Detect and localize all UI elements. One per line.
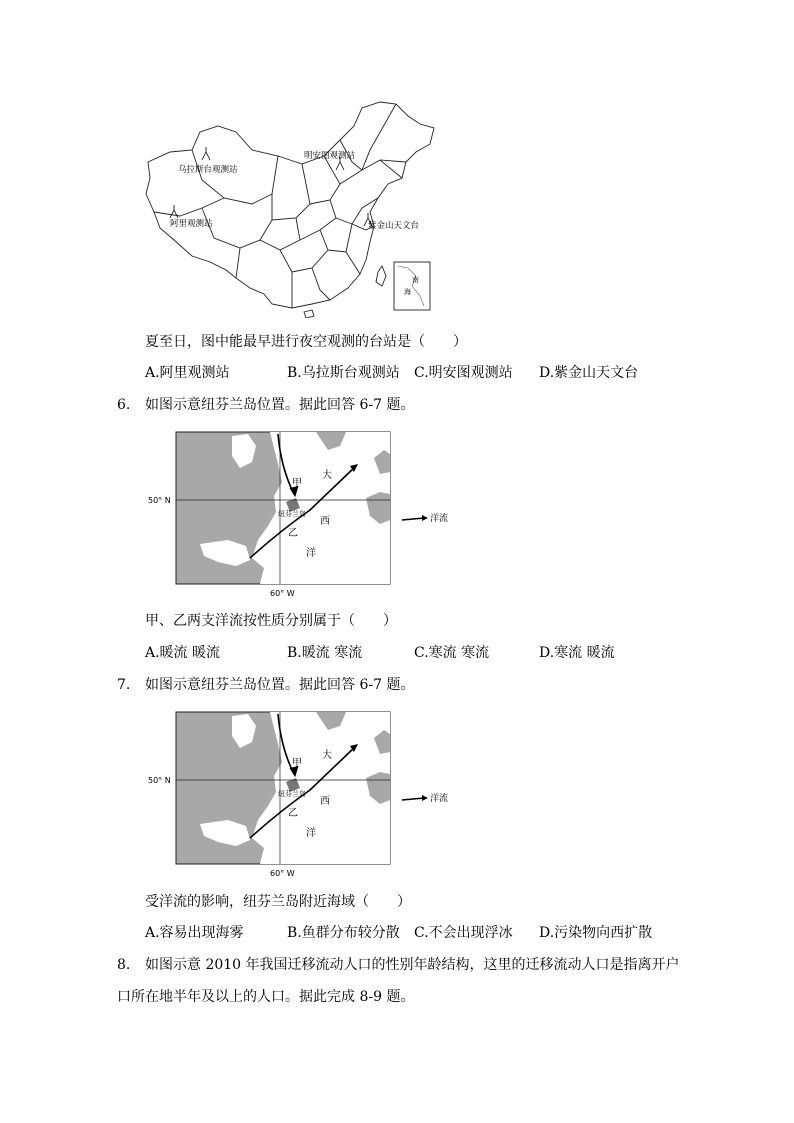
lon-label-60w: 60° W bbox=[270, 869, 295, 878]
q5-option-c[interactable]: C.明安图观测站 bbox=[414, 365, 513, 381]
lon-label-60w: 60° W bbox=[270, 589, 295, 598]
inset-label-hai: 海 bbox=[404, 288, 411, 296]
ocean-label-yang: 洋 bbox=[306, 548, 316, 559]
station-label-ali: 阿里观测站 bbox=[170, 219, 213, 229]
current-label-yi: 乙 bbox=[288, 528, 298, 539]
q7-number: 7. bbox=[117, 677, 131, 693]
lat-label-50n: 50° N bbox=[148, 496, 171, 505]
ocean-label-yang: 洋 bbox=[306, 828, 316, 839]
island-label: 纽芬兰岛 bbox=[278, 790, 306, 798]
q5-option-b[interactable]: B.乌拉斯台观测站 bbox=[287, 365, 400, 381]
atlantic-map-q7 bbox=[140, 708, 460, 878]
inset-label-nan: 南 bbox=[412, 276, 419, 284]
china-map bbox=[140, 100, 440, 318]
q7-option-a[interactable]: A.容易出现海雾 bbox=[145, 925, 244, 941]
ocean-label-xi: 西 bbox=[320, 796, 330, 807]
q8-line-1: 如图示意 2010 年我国迁移流动人口的性别年龄结构，这里的迁移流动人口是指离开户 bbox=[145, 957, 680, 973]
legend-label: 洋流 bbox=[430, 794, 449, 804]
q5-option-d[interactable]: D.紫金山天文台 bbox=[539, 365, 639, 381]
q6-intro: 如图示意纽芬兰岛位置。据此回答 6-7 题。 bbox=[145, 397, 415, 413]
ocean-label-da: 大 bbox=[322, 470, 332, 481]
current-label-jia: 甲 bbox=[292, 758, 302, 769]
q8-line-2: 口所在地半年及以上的人口。据此完成 8-9 题。 bbox=[117, 989, 415, 1005]
q7-option-b[interactable]: B.鱼群分布较分散 bbox=[287, 925, 400, 941]
ocean-label-xi: 西 bbox=[320, 516, 330, 527]
q6-option-b[interactable]: B.暖流 寒流 bbox=[287, 645, 363, 661]
q7-stem: 受洋流的影响，纽芬兰岛附近海域（ ） bbox=[145, 894, 411, 910]
station-label-zijinshan: 紫金山天文台 bbox=[368, 221, 420, 231]
q8-number: 8. bbox=[117, 957, 131, 973]
q6-option-c[interactable]: C.寒流 寒流 bbox=[414, 645, 490, 661]
q6-number: 6. bbox=[117, 397, 131, 413]
q6-option-d[interactable]: D.寒流 暖流 bbox=[539, 645, 615, 661]
station-label-minganyt: 明安图观测站 bbox=[304, 151, 356, 161]
q6-option-a[interactable]: A.暖流 暖流 bbox=[145, 645, 221, 661]
q5-stem: 夏至日，图中能最早进行夜空观测的台站是（ ） bbox=[145, 334, 467, 350]
q7-intro: 如图示意纽芬兰岛位置。据此回答 6-7 题。 bbox=[145, 677, 415, 693]
atlantic-map-q6 bbox=[140, 428, 460, 598]
lat-label-50n: 50° N bbox=[148, 776, 171, 785]
current-label-yi: 乙 bbox=[288, 808, 298, 819]
q7-option-d[interactable]: D.污染物向西扩散 bbox=[539, 925, 653, 941]
island-label: 纽芬兰岛 bbox=[278, 510, 306, 518]
station-label-wulasitai: 乌拉斯台观测站 bbox=[178, 165, 238, 175]
q7-option-c[interactable]: C.不会出现浮冰 bbox=[414, 925, 513, 941]
q6-stem: 甲、乙两支洋流按性质分别属于（ ） bbox=[145, 613, 397, 629]
current-label-jia: 甲 bbox=[292, 478, 302, 489]
legend-label: 洋流 bbox=[430, 514, 449, 524]
ocean-label-da: 大 bbox=[322, 750, 332, 761]
q5-option-a[interactable]: A.阿里观测站 bbox=[145, 365, 230, 381]
